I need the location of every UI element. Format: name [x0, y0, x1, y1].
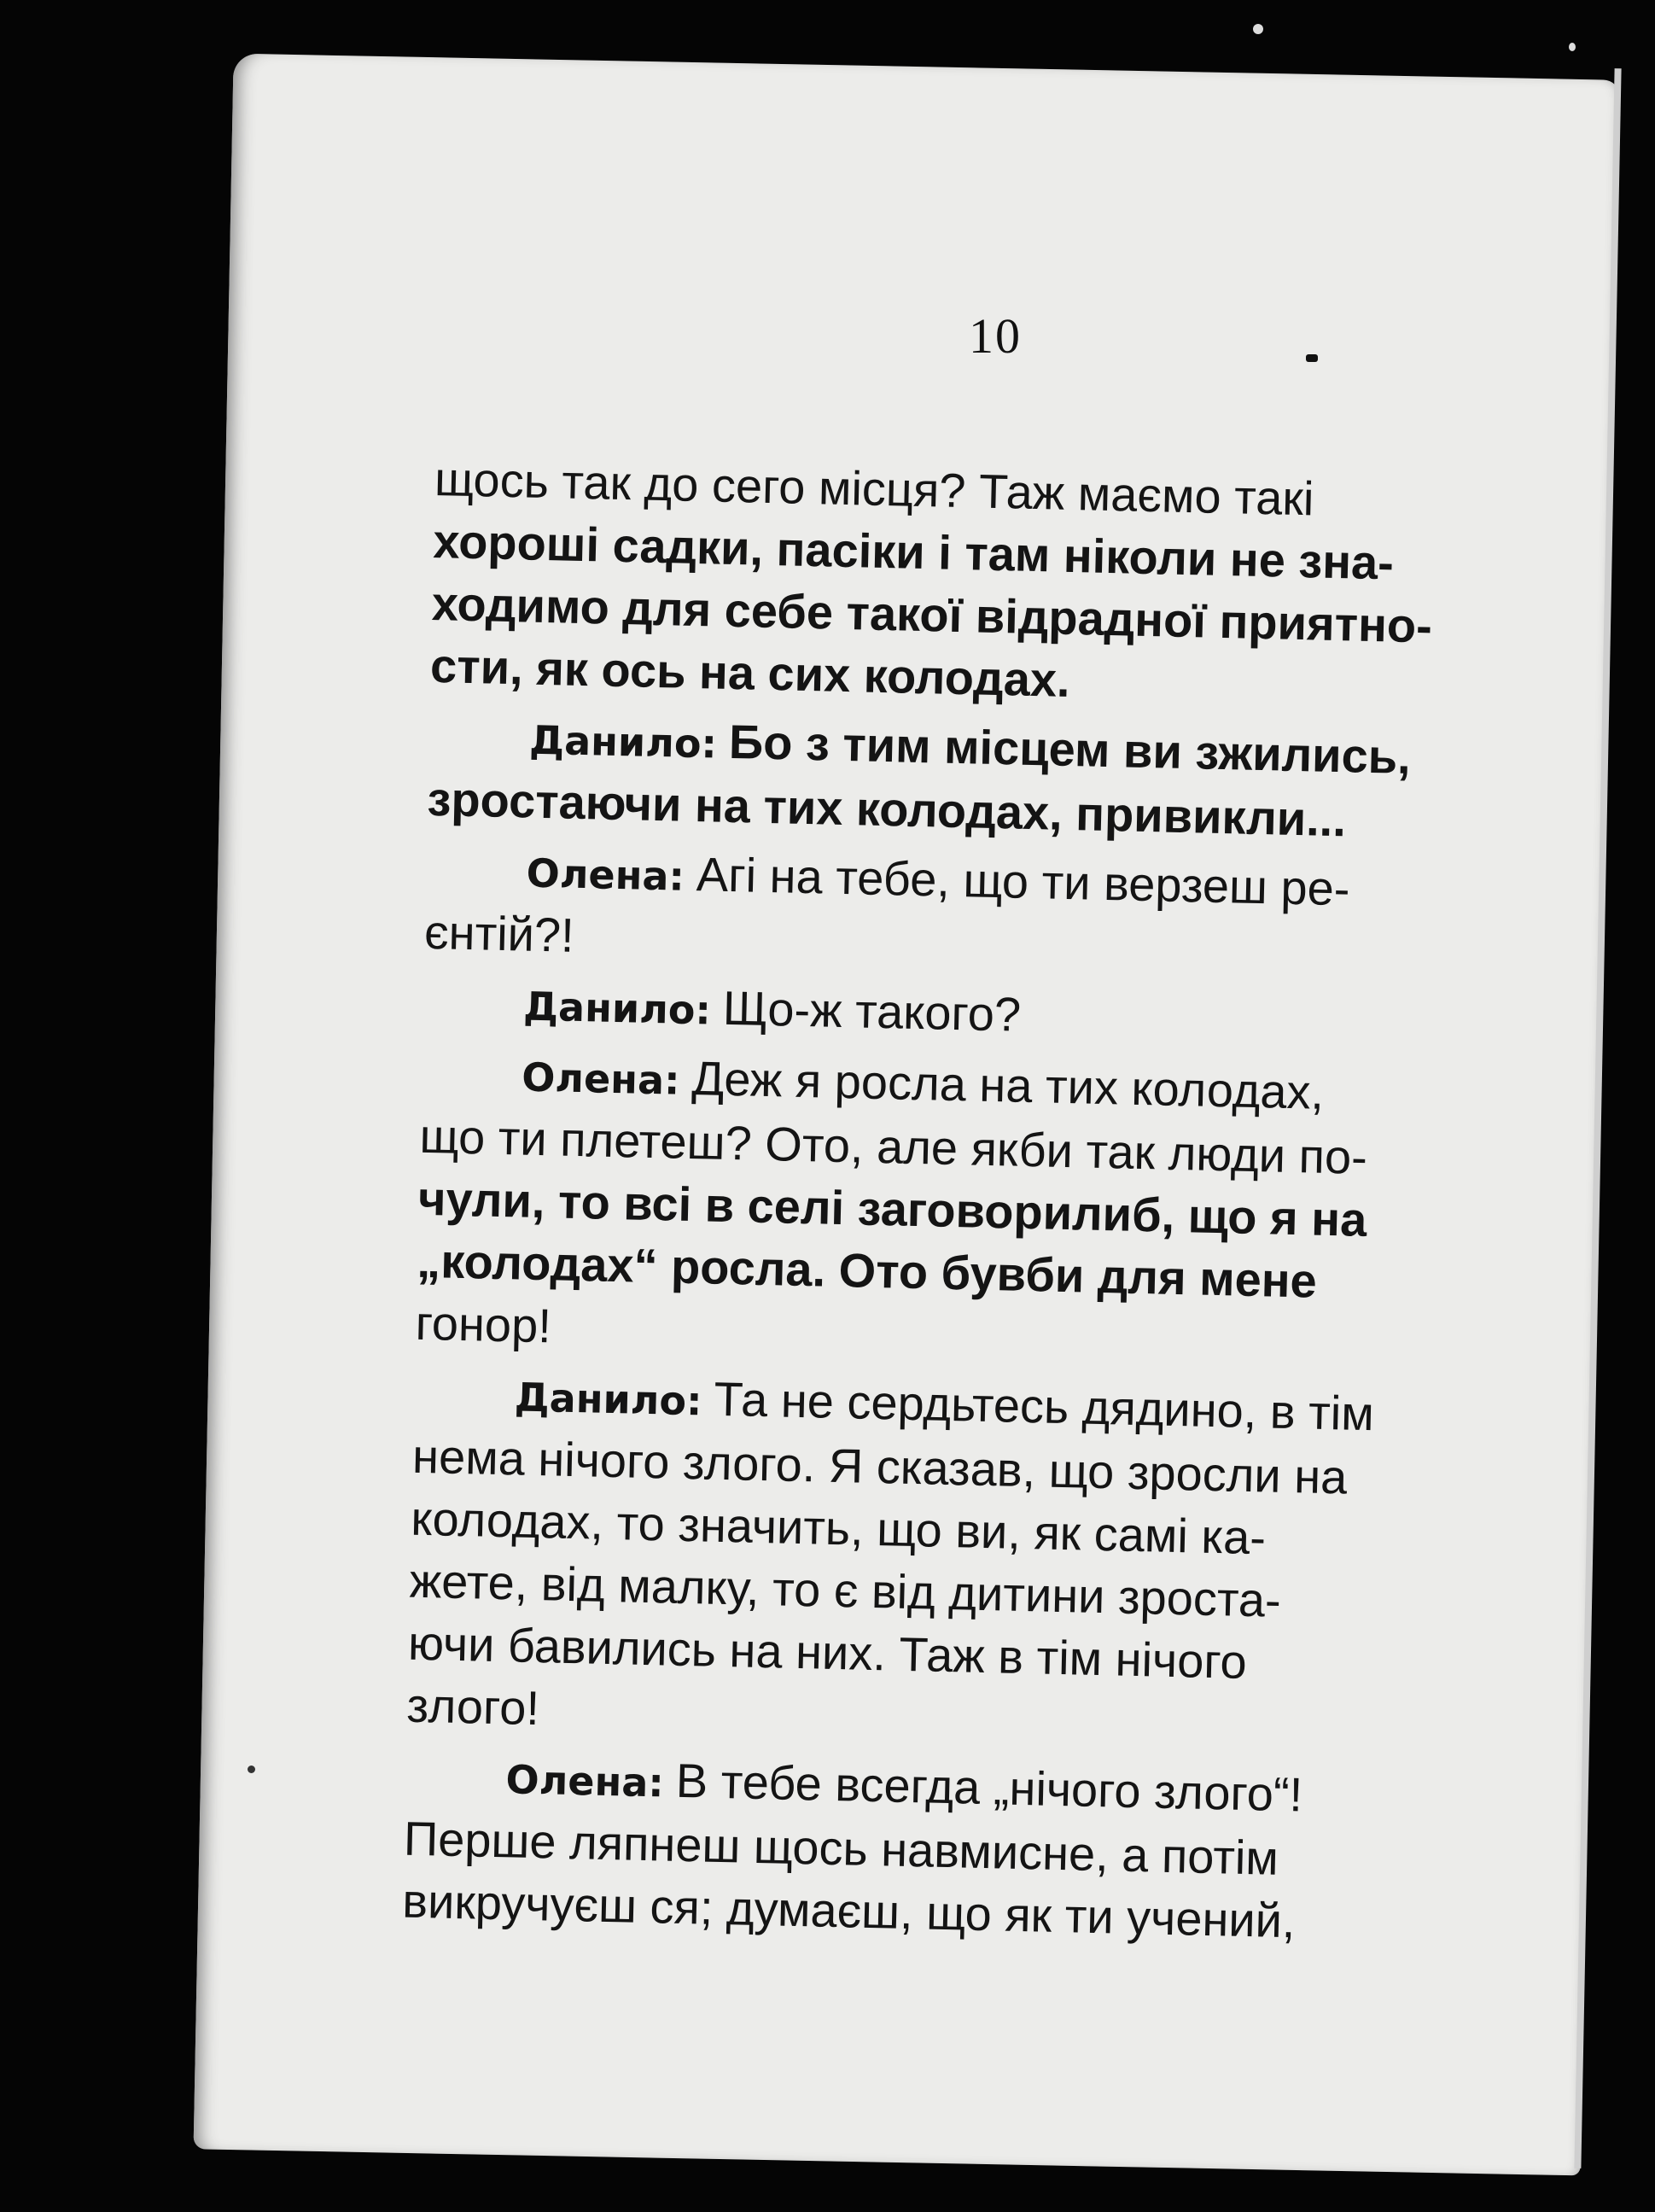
continuation-paragraph	[429, 448, 1446, 721]
replica-olena	[415, 1042, 1433, 1378]
speaker-name: Олена:	[505, 1756, 665, 1806]
ink-mark	[1306, 354, 1318, 362]
speaker-name: Олена:	[526, 849, 685, 900]
text-line: ючи бавились на них. Таж в тім нічого	[407, 1615, 1248, 1689]
text-line: Перше ляпнеш щось навмисне, а потім	[403, 1811, 1279, 1885]
text-line: „колодах“ росла. Ото бувби для мене	[416, 1233, 1318, 1308]
scan-speck	[248, 1766, 255, 1773]
text-line: злого!	[405, 1678, 540, 1736]
text-line: викручуєш ся; думаєш, що як ти учений,	[401, 1873, 1297, 1948]
replica-danylo	[406, 1362, 1426, 1760]
text-line: ходимо для себе такої відрадної приятно-	[431, 575, 1433, 653]
text-line: щось так до сего місця? Таж маємо такі	[434, 451, 1315, 526]
text-line: В тебе всегда „нічого злого“!	[675, 1753, 1303, 1822]
text-line: Бо з тим місцем ви зжились,	[728, 714, 1412, 785]
text-line: Та не сердьтесь дядино, в тім	[713, 1371, 1375, 1441]
text-line: гонор!	[415, 1295, 552, 1353]
text-line: Деж я росла на тих колодах,	[691, 1051, 1325, 1119]
text-line: зростаючи на тих колодах, привикли...	[426, 771, 1347, 847]
replica-olena	[402, 1744, 1418, 1956]
play-text	[402, 448, 1447, 1955]
text-line: Що-ж такого?	[722, 980, 1022, 1042]
text-line: Агі на тебе, що ти верзеш ре-	[696, 847, 1351, 916]
scan-speck	[1253, 24, 1263, 34]
page-number: 10	[969, 308, 1022, 364]
text-line: хороші садки, пасіки і там ніколи не зна-	[432, 513, 1395, 590]
replica-olena	[423, 838, 1437, 987]
text-line: нема нічого злого. Я сказав, що зросли на	[411, 1428, 1349, 1504]
speaker-name: Данило:	[514, 1374, 703, 1425]
text-line: чули, то всі в селі заговорилиб, що я на	[417, 1170, 1367, 1246]
text-line: єнтій?!	[423, 904, 575, 962]
text-line: колодах, то значить, що ви, як самі ка-	[410, 1491, 1267, 1565]
text-line: жете, від малку, то є від дитини зроста-	[409, 1553, 1282, 1627]
speaker-name: Данило:	[528, 716, 718, 767]
speaker-name: Данило:	[522, 983, 712, 1034]
text-line: що ти плетеш? Ото, але якби так люди по-	[419, 1108, 1368, 1184]
scan-speck	[1569, 43, 1576, 51]
replica-danylo	[427, 704, 1441, 854]
text-line: сти, як ось на сих колодах.	[429, 638, 1071, 707]
speaker-name: Олена:	[521, 1053, 681, 1104]
